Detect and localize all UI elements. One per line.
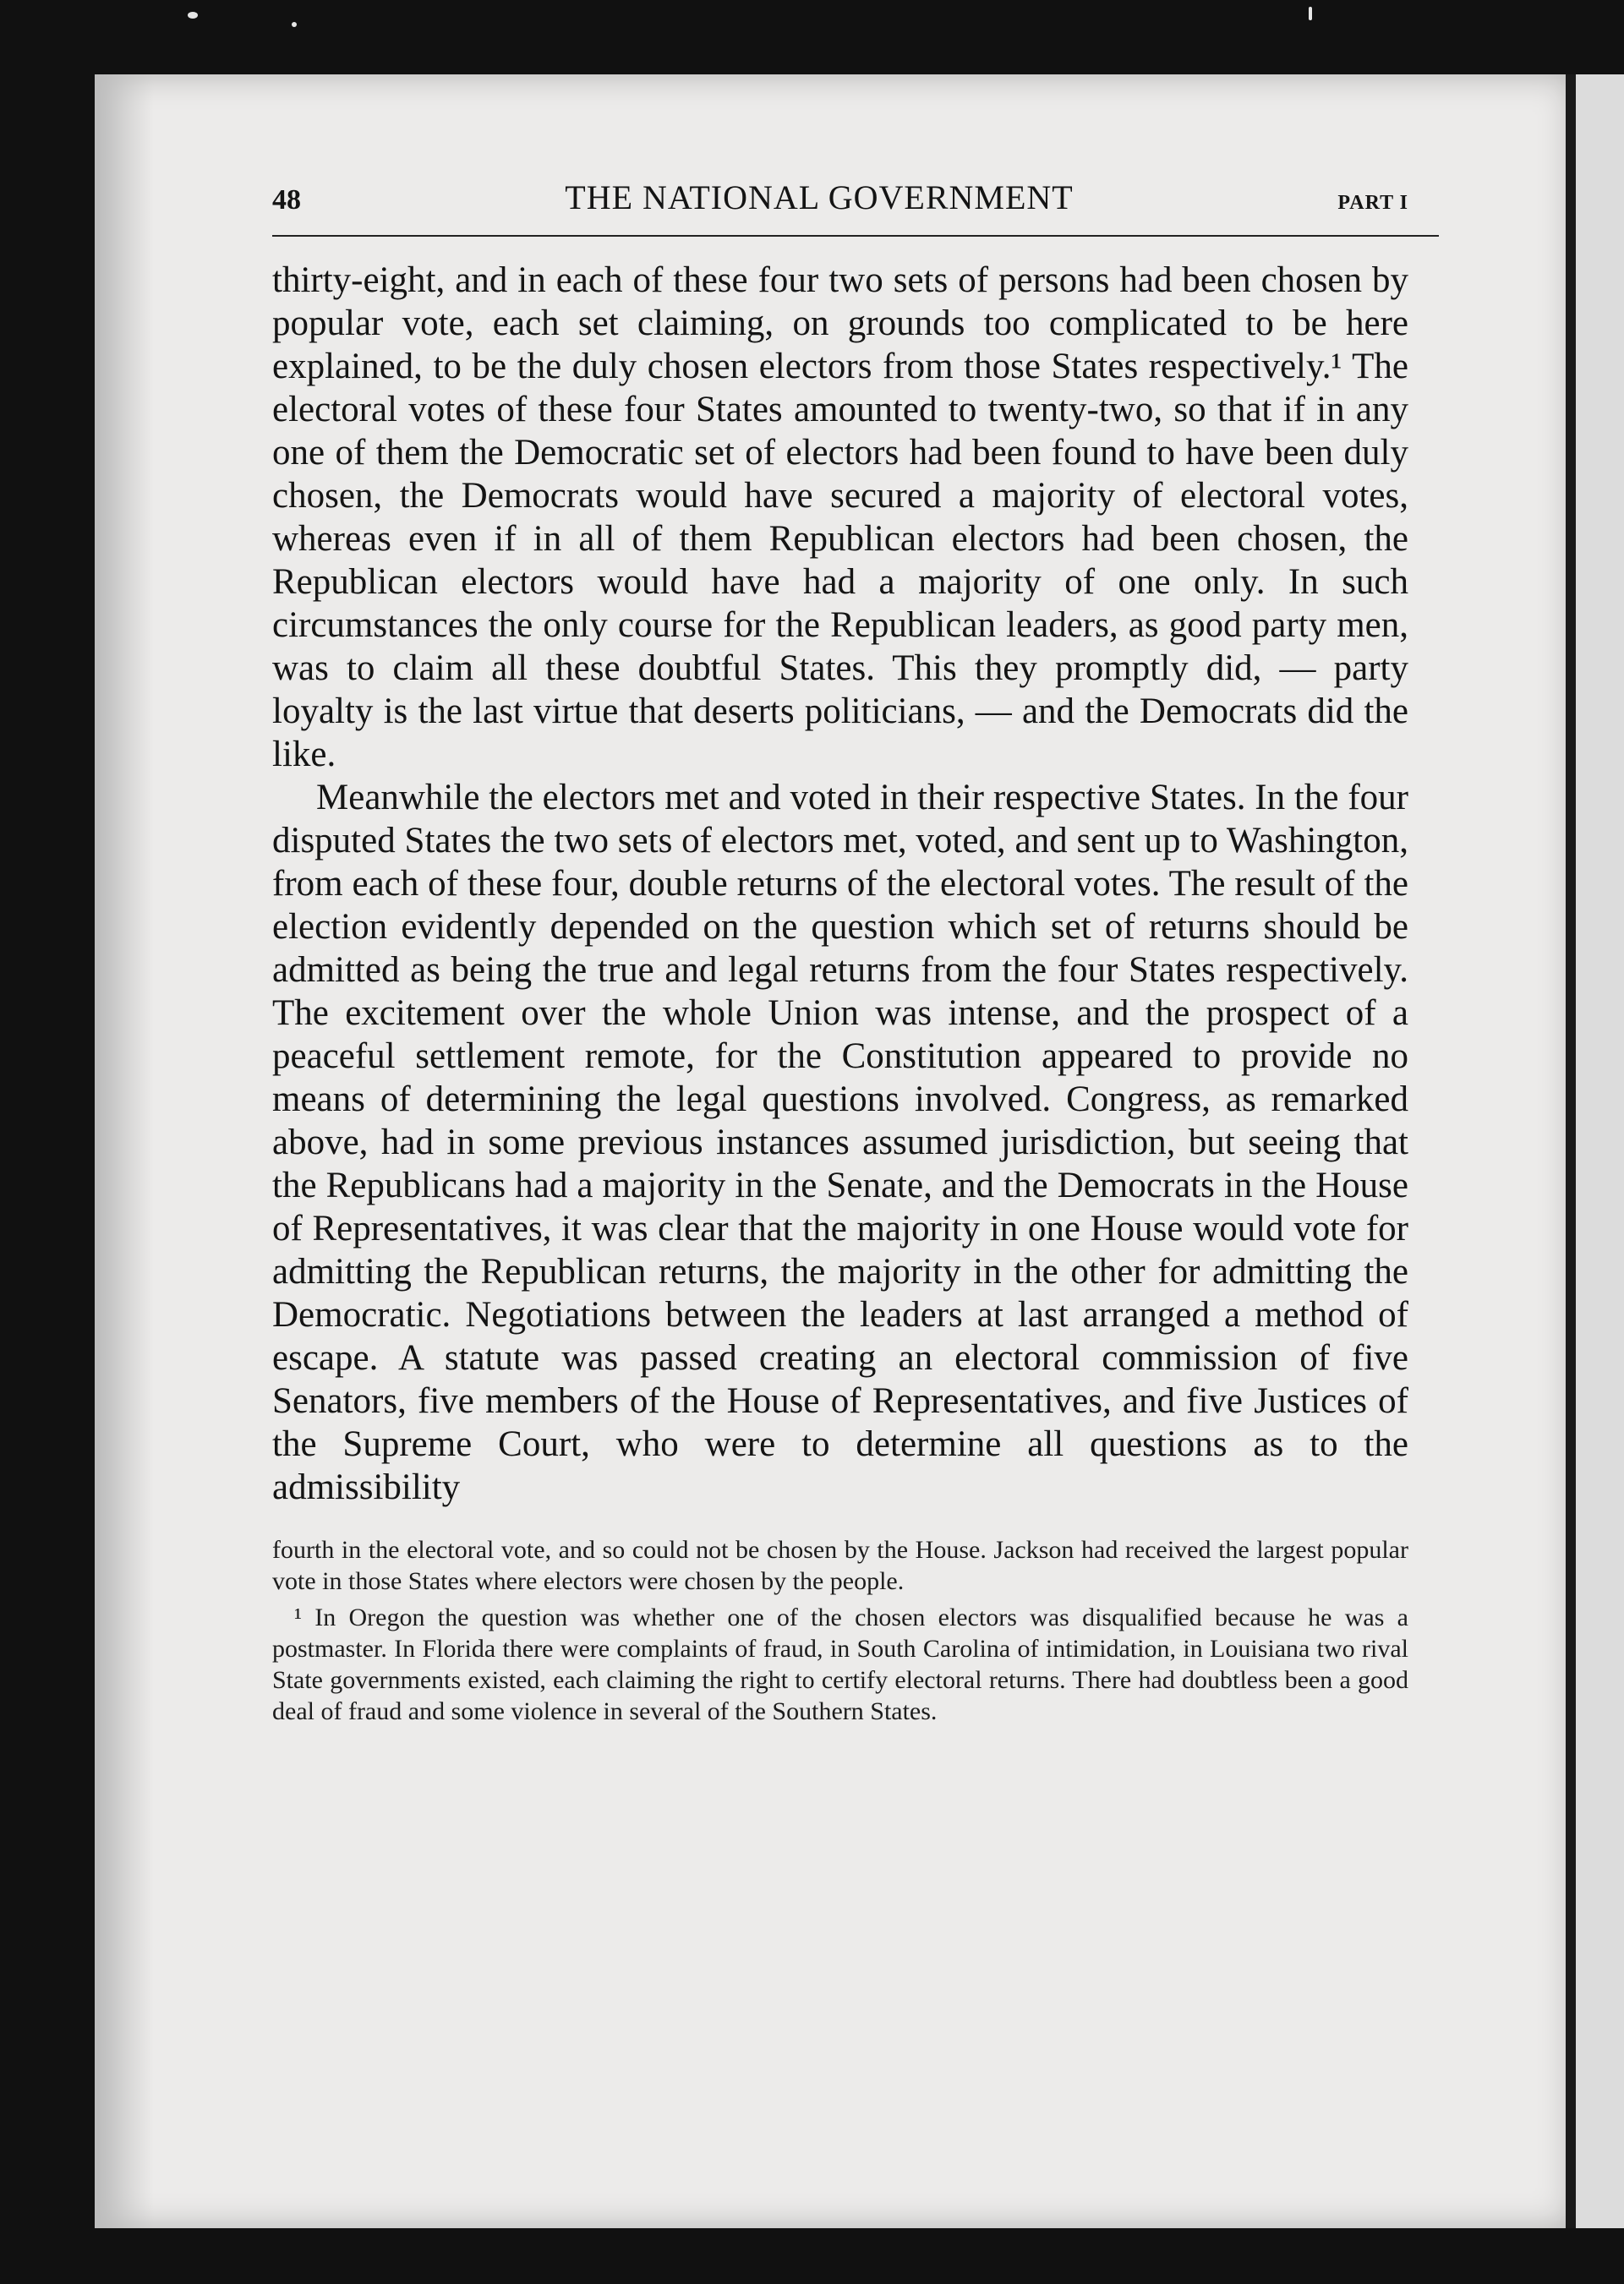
- part-label: PART I: [1337, 192, 1408, 214]
- scan-speck: [188, 12, 198, 19]
- scan-speck: [1309, 7, 1312, 20]
- paragraph-2: Meanwhile the electors met and voted in their respective States. In the four disputed States the two sets of electors met, voted, and sent up to Washington, from each of these four, double returns of the electoral votes. The result of the election evidently depended on the question which set of returns should be admitted as being the true and legal returns from the four States respectively. The excitement over the whole Union was intense, and the prospect of a peaceful settlement remote, for the Constitution appeared to provide no means of determining the legal questions involved. Congress, as remarked above, had in some previous instances assumed jurisdiction, but seeing that the Republicans had a majority in the Senate, and the Democrats in the House of Representatives, it was clear that the majority in one House would vote for admitting the Republican returns, the majority in the other for admitting the Democratic. Negotiations between the leaders at last arranged a method of escape. A statute was passed creating an electoral commission of five Senators, five members of the House of Representatives, and five Justices of the Supreme Court, who were to determine all questions as to the admissibility: [272, 778, 1408, 1507]
- header-rule: [272, 235, 1439, 237]
- scan-speck: [292, 22, 297, 27]
- page-number: 48: [272, 184, 301, 216]
- running-title: THE NATIONAL GOVERNMENT: [565, 178, 1074, 216]
- adjacent-page-edge: [1576, 74, 1624, 2228]
- footnote-1: ¹ In Oregon the question was whether one of the chosen electors was disqualified because he was a postmaster. In Florida there were complaints of fraud, in South Carolina of intimidation, in Louisiana two rival State governments existed, each claiming the right to certify electoral returns. There had doubtless been a good deal of fraud and some violence in several of the Southern States.: [272, 1604, 1408, 1725]
- footnotes: [272, 1534, 1408, 1727]
- body-text: [272, 259, 1408, 1509]
- page-text-block: [272, 178, 1408, 1727]
- running-head: [272, 178, 1408, 228]
- footnote-continued: fourth in the electoral vote, and so could not be chosen by the House. Jackson had received the largest popular vote in those States where electors were chosen by the people.: [272, 1536, 1408, 1595]
- paragraph-1: thirty-eight, and in each of these four two sets of persons had been chosen by popular vote, each set claiming, on grounds too complicated to be here explained, to be the duly chosen electors from those States respectively.¹ The electoral votes of these four States amounted to twenty-two, so that if in any one of them the Democratic set of electors had been found to have been duly chosen, the Democrats would have secured a majority of electoral votes, whereas even if in all of them Republican electors had been chosen, the Republican electors would have had a majority of one only. In such circumstances the only course for the Republican leaders, as good party men, was to claim all these doubtful States. This they promptly did, — party loyalty is the last virtue that deserts politicians, — and the Democrats did the like.: [272, 260, 1408, 774]
- binding-shadow: [95, 74, 154, 2228]
- page-gutter: [1566, 74, 1576, 2228]
